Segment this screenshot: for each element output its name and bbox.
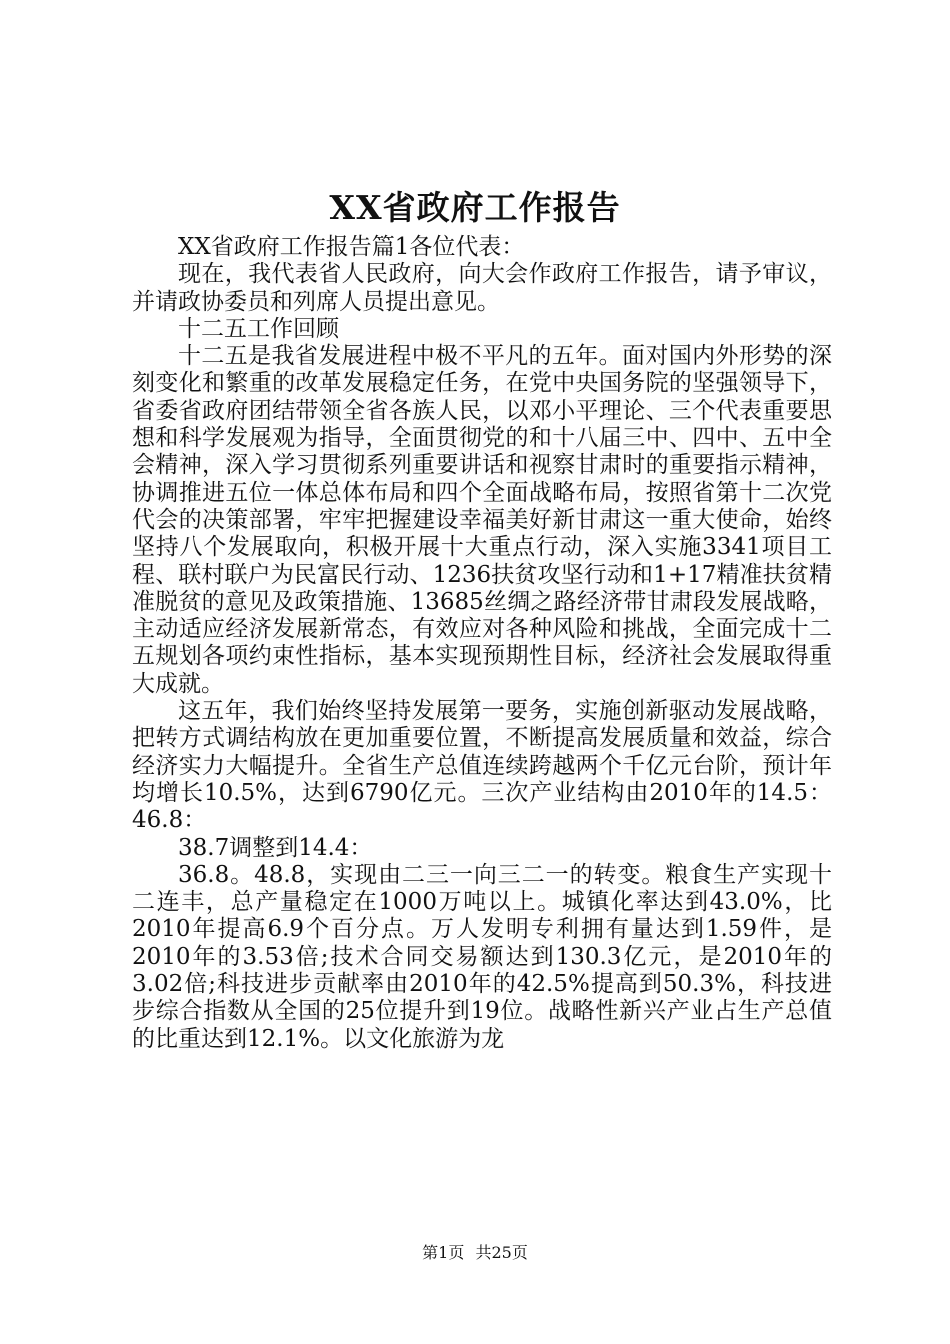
paragraph-achievements: 这五年，我们始终坚持发展第一要务，实施创新驱动发展战略，把转方式调结构放在更加重要位置，不断提高发展质量和效益，综合经济实力大幅提升。全省生产总值连续跨越两个千亿元台阶，预计年均增长10.5%，达到6790亿元。三次产业结构由2010年的14.5：46.8： — [132, 698, 832, 834]
document-title: XX省政府工作报告 — [329, 188, 621, 227]
paragraph-opening: 现在，我代表省人民政府，向大会作政府工作报告，请予审议，并请政协委员和列席人员提出意见。 — [132, 261, 832, 315]
paragraph-review: 十二五是我省发展进程中极不平凡的五年。面对国内外形势的深刻变化和繁重的改革发展稳定任务，在党中央国务院的坚强领导下，省委省政府团结带领全省各族人民，以邓小平理论、三个代表重要思想和科学发展观为指导，全面贯彻党的和十八届三中、四中、五中全会精神，深入学习贯彻系列重要讲话和视察甘肃时的重要指示精神，协调推进五位一体总体布局和四个全面战略布局，按照省第十二次党代会的决策部署，牢牢把握建设幸福美好新甘肃这一重大使命，始终坚持八个发展取向，积极开展十大重点行动，深入实施3341项目工程、联村联户为民富民行动、1236扶贫攻坚行动和1+17精准扶贫精准脱贫的意见及政策措施、13685丝绸之路经济带甘肃段发展战略，主动适应经济发展新常态，有效应对各种风险和挑战，全面完成十二五规划各项约束性指标，基本实现预期性目标，经济社会发展取得重大成就。 — [132, 343, 832, 697]
page-total: 共25页 — [475, 1243, 528, 1262]
page-footer — [0, 1240, 950, 1263]
paragraph-results: 36.8。48.8，实现由二三一向三二一的转变。粮食生产实现十二连丰，总产量稳定在1000万吨以上。城镇化率达到43.0%，比2010年提高6.9个百分点。万人发明专利拥有量达到1.59件，是2010年的3.53倍;技术合同交易额达到130.3亿元，是2010年的3.02倍;科技进步贡献率由2010年的42.5%提高到50.3%，科技进步综合指数从全国的25位提升到19位。战略性新兴产业占生产总值的比重达到12.1%。以文化旅游为龙 — [132, 861, 832, 1052]
paragraph-structure: 38.7调整到14.4： — [178, 834, 373, 861]
document-body — [132, 234, 832, 1053]
paragraph-intro: XX省政府工作报告篇1各位代表： — [178, 234, 525, 260]
page-number: 第1页 — [422, 1243, 465, 1262]
section-heading: 十二五工作回顾 — [178, 315, 339, 342]
